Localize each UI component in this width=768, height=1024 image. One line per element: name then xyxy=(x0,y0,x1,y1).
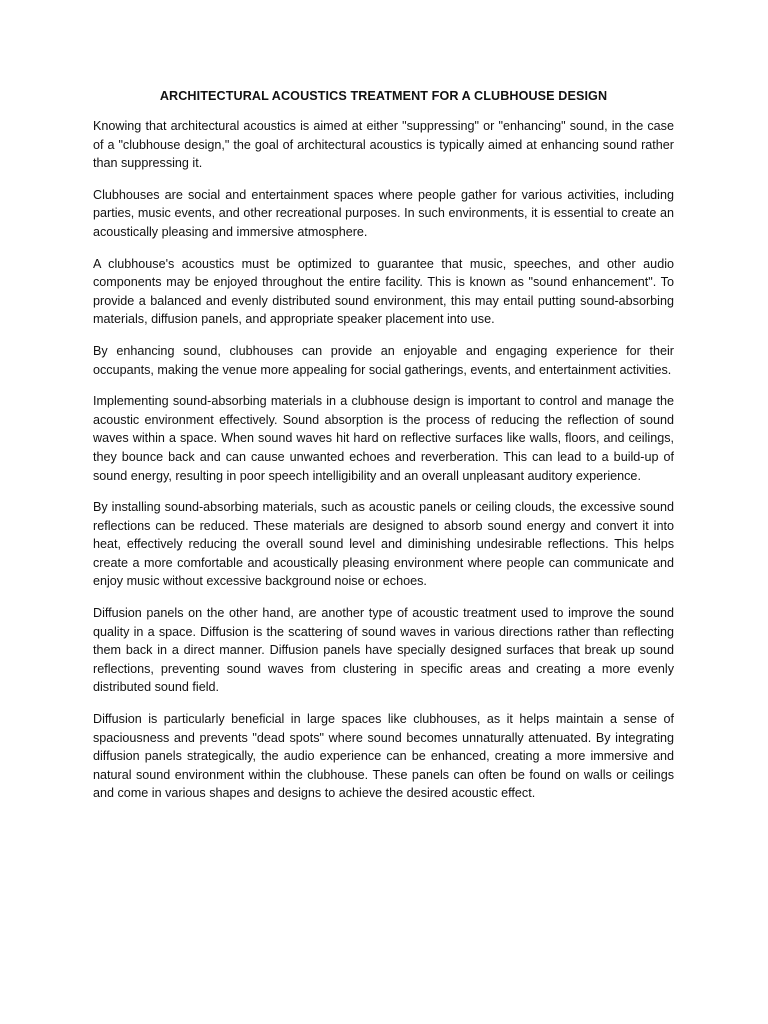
paragraph-4: By enhancing sound, clubhouses can provide an enjoyable and engaging experience for their occupants, making the venue more appealing for social gatherings, events, and entertainment activities. xyxy=(93,343,674,377)
paragraph-6: By installing sound-absorbing materials, such as acoustic panels or ceiling clouds, the excessive sound reflections can be reduced. These materials are designed to absorb sound energy and convert it into heat, effectively reducing the overall sound level and diminishing undesirable reflections. This helps create a more comfortable and acoustically pleasing environment where people can communicate and enjoy music without excessive background noise or echoes. xyxy=(93,500,674,589)
paragraph-2: Clubhouses are social and entertainment spaces where people gather for various activities, including parties, music events, and other recreational purposes. In such environments, it is essential to create an acoustically pleasing and immersive atmosphere. xyxy=(93,187,674,239)
paragraph-7: Diffusion panels on the other hand, are another type of acoustic treatment used to improve the sound quality in a space. Diffusion is the scattering of sound waves in various directions rather than reflecting them back in a direct manner. Diffusion panels have specially designed surfaces that break up sound reflections, preventing sound waves from clustering in specific areas and creating a more evenly distributed sound field. xyxy=(93,606,674,695)
paragraph-8: Diffusion is particularly beneficial in large spaces like clubhouses, as it helps maintain a sense of spaciousness and prevents "dead spots" where sound becomes unnaturally attenuated. By integrating diffusion panels strategically, the audio experience can be enhanced, creating a more immersive and natural sound environment within the clubhouse. These panels can often be found on walls or ceilings and come in various shapes and designs to achieve the desired acoustic effect. xyxy=(93,712,674,801)
document-page xyxy=(93,88,674,816)
paragraph-3: A clubhouse's acoustics must be optimized to guarantee that music, speeches, and other audio components may be enjoyed throughout the entire facility. This is known as "sound enhancement". To provide a balanced and evenly distributed sound environment, this may entail putting sound-absorbing materials, diffusion panels, and appropriate speaker placement into use. xyxy=(93,256,674,327)
paragraph-1: Knowing that architectural acoustics is aimed at either "suppressing" or "enhancing" sound, in the case of a "clubhouse design," the goal of architectural acoustics is typically aimed at enhancing sound rather than suppressing it. xyxy=(93,119,674,171)
paragraph-5: Implementing sound-absorbing materials in a clubhouse design is important to control and manage the acoustic environment effectively. Sound absorption is the process of reducing the reflection of sound waves within a space. When sound waves hit hard on reflective surfaces like walls, floors, and ceilings, they bounce back and can cause unwanted echoes and reverberation. This can lead to a build-up of sound energy, resulting in poor speech intelligibility and an overall unpleasant auditory experience. xyxy=(93,394,674,483)
document-title: ARCHITECTURAL ACOUSTICS TREATMENT FOR A CLUBHOUSE DESIGN xyxy=(159,89,608,103)
